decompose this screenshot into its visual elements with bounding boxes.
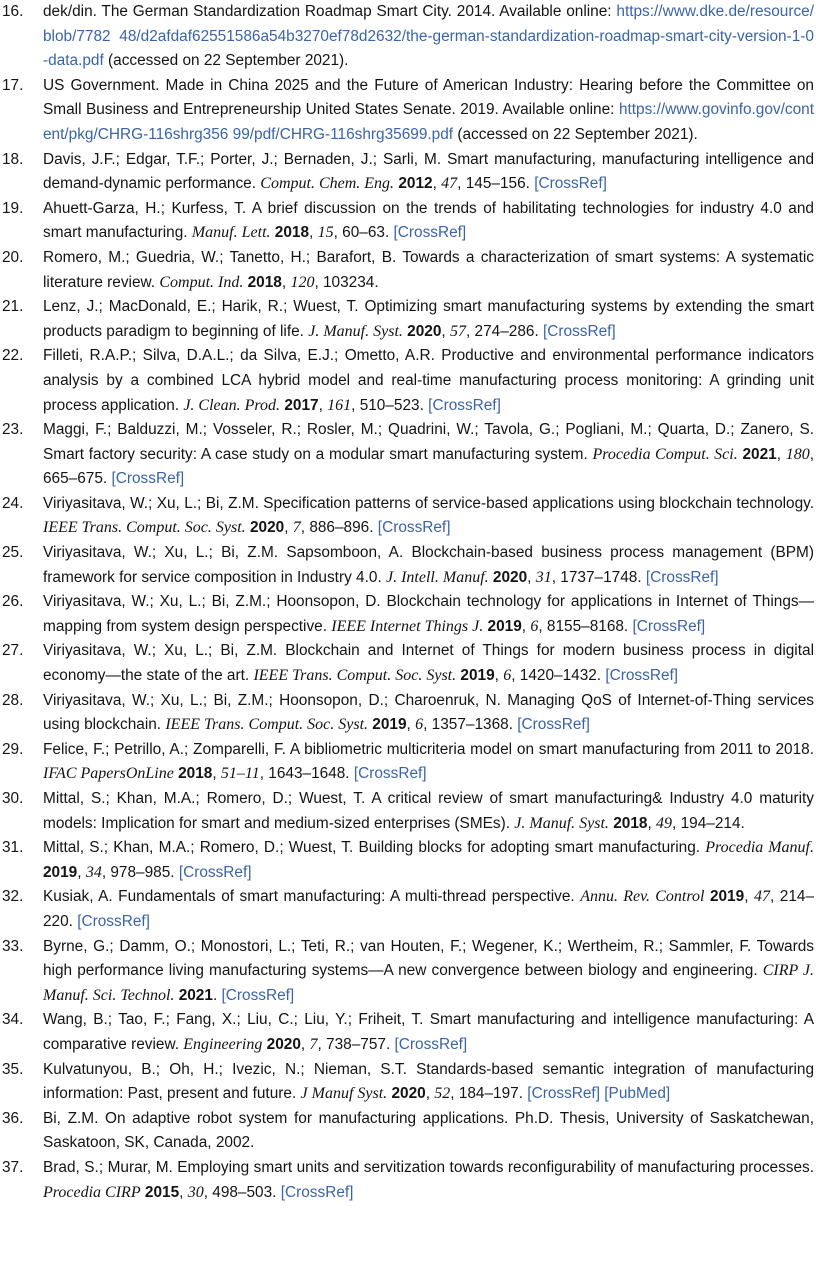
publication-year: 2019 [487,617,522,635]
reference-number: 33. [2,937,24,955]
journal-name: IEEE Trans. Comput. Soc. Syst. [165,716,369,734]
volume-number: 6 [415,716,424,734]
page-range: , 103234. [314,273,379,291]
publication-year: 2015 [144,1183,180,1201]
page-range: , 194–214. [672,814,745,832]
volume-number: 47 [441,175,458,193]
page-range: , 498–503. [203,1183,281,1201]
publication-year: 2019 [372,716,407,734]
page-range: , 510–523. [351,396,429,414]
journal-name: IEEE Trans. Comput. Soc. Syst. [43,519,246,537]
page-range: , 1420–1432. [511,667,606,685]
page-range: , 145–156. [457,175,535,193]
reference-item: 24. Viriyasitava, W.; Xu, L.; Bi, Z.M. Specification patterns of service-based applications using blockchain technology. IEEE Trans. Comput. Soc. Syst. 2020, 7, 886–896. [CrossRef] [0,492,816,541]
publication-year: 2019 [43,863,78,881]
crossref-link[interactable]: [CrossRef] [353,765,427,783]
page-range: . [212,986,222,1004]
crossref-link[interactable]: [CrossRef] [527,1085,600,1103]
reference-text: dek/din. The German Standardization Roadmap Smart City. 2014. Available online: [43,3,617,20]
reference-item: 25. Viriyasitava, W.; Xu, L.; Bi, Z.M. Sapsomboon, A. Blockchain-based business process management (BPM) framework for service composition in Industry 4.0. J. Intell. Manuf. 2020, 31, 1737–1748. [CrossRef] [0,541,816,590]
reference-text: Viriyasitava, W.; Xu, L.; Bi, Z.M.; Hoonsopon, D.; Charoenruk, N. Managing QoS of Internet-of-Thing services using blockchain. [43,691,814,734]
reference-number: 31. [2,839,24,857]
reference-item: 30. Mittal, S.; Khan, M.A.; Romero, D.; Wuest, T. A critical review of smart manufacturing& Industry 4.0 maturity models: Implication for smart and medium-sized enterprises (SMEs). J. Manuf. Syst. 2018, 49, 194–214. [0,787,816,836]
reference-item: 34. Wang, B.; Tao, F.; Fang, X.; Liu, C.; Liu, Y.; Friheit, T. Smart manufacturing and intelligence manufacturing: A comparative review. Engineering 2020, 7, 738–757. [CrossRef] [0,1008,816,1057]
reference-item: 22. Filleti, R.A.P.; Silva, D.A.L.; da Silva, E.J.; Ometto, A.R. Productive and environmental performance indicators analysis by a combined LCA hybrid model and real-time manufacturing process monitoring: A grinding unit process application. J. Clean. Prod. 2017, 161, 510–523. [CrossRef] [0,344,816,418]
journal-name: J. Manuf. Syst. [514,814,609,832]
journal-name: J Manuf Syst. [300,1085,388,1103]
crossref-link[interactable]: [CrossRef] [394,1035,468,1053]
reference-number: 34. [2,1011,24,1029]
publication-year: 2018 [613,814,648,832]
publication-year: 2020 [266,1035,301,1053]
journal-name: J. Manuf. Syst. [308,322,403,340]
crossref-link[interactable]: [CrossRef] [517,716,590,734]
page-range: , 214–220. [43,888,815,930]
reference-number: 21. [2,298,24,316]
reference-text: Bi, Z.M. On adaptive robot system for manufacturing applications. Ph.D. Thesis, University of Saskatchewan, Saskatoon, SK, Canada, 2002. [43,1109,814,1152]
page-range: , 184–197. [450,1085,528,1103]
reference-text: Davis, J.F.; Edgar, T.F.; Porter, J.; Bernaden, J.; Sarli, M. Smart manufacturing, manufacturing intelligence and demand-dynamic performance. [43,150,814,193]
page-range: , 738–757. [317,1035,395,1053]
journal-name: IEEE Trans. Comput. Soc. Syst. [253,667,457,685]
reference-number: 28. [2,691,24,709]
reference-item: 18. Davis, J.F.; Edgar, T.F.; Porter, J.; Bernaden, J.; Sarli, M. Smart manufacturing, manufacturing intelligence and demand-dynamic performance. Comput. Chem. Eng. 2012, 47, 145–156. [CrossRef] [0,148,816,197]
volume-number: 47 [753,888,770,906]
reference-number: 19. [2,199,24,217]
reference-url-link[interactable]: https://www.govinfo.gov/content/pkg/CHRG-116shrg356 99/pdf/CHRG-116shrg35699.pdf [43,101,814,143]
publication-year: 2018 [178,765,213,783]
journal-name: Engineering [183,1035,263,1053]
page-range: , 665–675. [43,445,814,488]
reference-text: Mittal, S.; Khan, M.A.; Romero, D.; Wuest, T. Building blocks for adopting smart manufacturing. [43,839,706,857]
volume-number: 161 [327,396,352,414]
reference-text: Kusiak, A. Fundamentals of smart manufacturing: A multi-thread perspective. [43,888,581,906]
volume-number: 34 [85,863,102,881]
volume-number: 51–11 [220,765,260,783]
journal-name: IFAC PapersOnLine [43,765,174,783]
reference-number: 29. [2,740,24,758]
reference-number: 35. [2,1060,24,1078]
crossref-link[interactable]: [CrossRef] [543,322,616,340]
volume-number: 15 [317,224,334,242]
reference-text: Ahuett-Garza, H.; Kurfess, T. A brief discussion on the trends of habilitating technologies for industry 4.0 and smart manufacturing. [43,199,814,242]
crossref-link[interactable]: [CrossRef] [393,224,467,242]
reference-text: Kulvatunyou, B.; Oh, H.; Ivezic, N.; Nieman, S.T. Standards-based semantic integration of manufacturing information: Past, present and future. [43,1060,814,1103]
reference-text: Lenz, J.; MacDonald, E.; Harik, R.; Wuest, T. Optimizing smart manufacturing systems by extending the smart products paradigm to beginning of life. [43,298,814,340]
reference-item: 28. Viriyasitava, W.; Xu, L.; Bi, Z.M.; Hoonsopon, D.; Charoenruk, N. Managing QoS of Internet-of-Thing services using blockchain. IEEE Trans. Comput. Soc. Syst. 2019, 6, 1357–1368. [CrossRef] [0,689,816,738]
crossref-link[interactable]: [CrossRef] [377,519,451,537]
reference-number: 32. [2,888,24,906]
page-range: , 60–63. [333,224,394,242]
reference-text: Wang, B.; Tao, F.; Fang, X.; Liu, C.; Liu, Y.; Friheit, T. Smart manufacturing and intelligence manufacturing: A comparative review. [43,1011,814,1053]
reference-accessed: (accessed on 22 September 2021). [103,52,349,70]
reference-item: 19. Ahuett-Garza, H.; Kurfess, T. A brief discussion on the trends of habilitating technologies for industry 4.0 and smart manufacturing. Manuf. Lett. 2018, 15, 60–63. [CrossRef] [0,197,816,246]
reference-number: 25. [2,544,24,562]
journal-name: J. Intell. Manuf. [386,568,489,586]
reference-text: Felice, F.; Petrillo, A.; Zomparelli, F. A bibliometric multicriteria model on smart manufacturing from 2011 to 2018. [43,740,814,758]
journal-name: Procedia CIRP [43,1183,141,1201]
reference-item: 21. Lenz, J.; MacDonald, E.; Harik, R.; Wuest, T. Optimizing smart manufacturing systems by extending the smart products paradigm to beginning of life. J. Manuf. Syst. 2020, 57, 274–286. [CrossRef] [0,295,816,344]
volume-number: 57 [449,322,466,340]
reference-item [0,1107,816,1156]
reference-number: 37. [2,1158,24,1176]
reference-text: Viriyasitava, W.; Xu, L.; Bi, Z.M.; Hoonsopon, D. Blockchain technology for applications in Internet of Things—mapping from system design perspective. [43,593,814,635]
volume-number: 30 [187,1183,204,1201]
crossref-link[interactable]: [CrossRef] [280,1183,354,1201]
reference-number: 26. [2,593,24,611]
page-range: , 1737–1748. [551,568,646,586]
page-range: , 1643–1648. [259,765,354,783]
pubmed-link[interactable]: [PubMed] [604,1085,671,1103]
reference-item: 23. Maggi, F.; Balduzzi, M.; Vosseler, R.; Rosler, M.; Quadrini, W.; Tavola, G.; Pogliani, M.; Quarta, D.; Zanero, S. Smart factory security: A case study on a modular smart manufacturing system. Procedia Comput. Sci. 2021, 180, 665–675. [CrossRef] [0,418,816,492]
volume-number: 7 [292,519,301,537]
reference-number: 22. [2,347,24,365]
crossref-link[interactable]: [CrossRef] [111,470,185,488]
crossref-link[interactable]: [CrossRef] [632,617,706,635]
volume-number: 52 [434,1085,451,1103]
reference-number: 23. [2,421,24,439]
reference-text: Viriyasitava, W.; Xu, L.; Bi, Z.M. Sapsomboon, A. Blockchain-based business process management (BPM) framework for service composition in Industry 4.0. [43,544,814,586]
reference-item: 35. Kulvatunyou, B.; Oh, H.; Ivezic, N.; Nieman, S.T. Standards-based semantic integration of manufacturing information: Past, present and future. J Manuf Syst. 2020, 52, 184–197. [CrossRef] [PubMed] [0,1058,816,1107]
publication-year: 2018 [274,224,310,242]
publication-year: 2020 [249,519,285,537]
reference-url-link[interactable]: https://www.dke.de/resource/blob/7782 48/d2afdaf62551586a54b3270ef78d2632/the-german-standardization-roadmap-smart-city-version-1-0-data.pdf [43,3,814,70]
publication-year: 2021 [178,986,213,1004]
crossref-link[interactable]: [CrossRef] [605,667,679,685]
reference-text: US Government. Made in China 2025 and the Future of American Industry: Hearing before the Committee on Small Business and Entrepreneurship United States Senate. 2019. Available online: [43,76,814,119]
reference-text: Mittal, S.; Khan, M.A.; Romero, D.; Wuest, T. A critical review of smart manufacturing& Industry 4.0 maturity models: Implication for smart and medium-sized enterprises (SMEs). [43,790,814,832]
reference-item: 32. Kusiak, A. Fundamentals of smart manufacturing: A multi-thread perspective. Annu. Rev. Control 2019, 47, 214–220. [CrossRef] [0,885,816,934]
volume-number: 31 [535,568,552,586]
reference-text: Maggi, F.; Balduzzi, M.; Vosseler, R.; Rosler, M.; Quadrini, W.; Tavola, G.; Pogliani, M.; Quarta, D.; Zanero, S. Smart factory security: A case study on a modular smart manufacturing system. [43,421,814,463]
reference-item: 26. Viriyasitava, W.; Xu, L.; Bi, Z.M.; Hoonsopon, D. Blockchain technology for applications in Internet of Things—mapping from system design perspective. IEEE Internet Things J. 2019, 6, 8155–8168. [CrossRef] [0,590,816,639]
publication-year: 2018 [247,273,282,291]
reference-item [0,74,816,148]
volume-number: 49 [656,814,673,832]
journal-name: Comput. Ind. [159,273,244,291]
journal-name: CIRP J. Manuf. Sci. Technol. [43,962,814,1004]
reference-number: 18. [2,150,24,168]
reference-item: 29. Felice, F.; Petrillo, A.; Zomparelli, F. A bibliometric multicriteria model on smart manufacturing from 2011 to 2018. IFAC PapersOnLine 2018, 51–11, 1643–1648. [CrossRef] [0,738,816,787]
page-range: , 274–286. [465,322,544,340]
reference-number: 24. [2,494,24,512]
publication-year: 2020 [391,1085,426,1103]
reference-text: Byrne, G.; Damm, O.; Monostori, L.; Teti, R.; van Houten, F.; Wegener, K.; Wertheim, R.; Sammler, F. Towards high performance living manufacturing systems—A new convergence between biology and engineering. [43,937,814,980]
reference-item: 37. Brad, S.; Murar, M. Employing smart units and servitization towards reconfigurability of manufacturing processes. Procedia CIRP 2015, 30, 498–503. [CrossRef] [0,1156,816,1205]
crossref-link[interactable]: [CrossRef] [77,912,150,930]
crossref-link[interactable]: [CrossRef] [428,396,501,414]
reference-item [0,935,816,1009]
crossref-link[interactable]: [CrossRef] [178,863,252,881]
reference-text: Viriyasitava, W.; Xu, L.; Bi, Z.M. Blockchain and Internet of Things for modern business process in digital economy—the state of the art. [43,642,814,685]
reference-text: Brad, S.; Murar, M. Employing smart units and servitization towards reconfigurability of manufacturing processes. [43,1158,814,1176]
crossref-link[interactable]: [CrossRef] [645,568,719,586]
journal-name: J. Clean. Prod. [183,396,281,414]
reference-accessed: (accessed on 22 September 2021). [453,125,698,143]
journal-name: Procedia Comput. Sci. [592,445,738,463]
publication-year: 2019 [460,667,495,685]
journal-name: IEEE Internet Things J. [331,617,484,635]
reference-text: Viriyasitava, W.; Xu, L.; Bi, Z.M. Specification patterns of service-based applications using blockchain technology. [43,494,814,512]
reference-number: 36. [2,1109,24,1127]
volume-number: 6 [503,667,512,685]
journal-name: Comput. Chem. Eng. [260,175,395,193]
reference-text: Filleti, R.A.P.; Silva, D.A.L.; da Silva, E.J.; Ometto, A.R. Productive and environmental performance indicators analysis by a combined LCA hybrid model and real-time manufacturing process monitoring: A grinding unit process application. [43,347,814,414]
publication-year: 2021 [742,445,777,463]
reference-item: 31. Mittal, S.; Khan, M.A.; Romero, D.; Wuest, T. Building blocks for adopting smart manufacturing. Procedia Manuf. 2019, 34, 978–985. [CrossRef] [0,836,816,885]
publication-year: 2020 [407,322,442,340]
reference-item: 20. Romero, M.; Guedria, W.; Tanetto, H.; Barafort, B. Towards a characterization of smart systems: A systematic literature review. Comput. Ind. 2018, 120, 103234. [0,246,816,295]
reference-number: 27. [2,642,24,660]
page-range: , 978–985. [101,863,179,881]
volume-number: 120 [290,273,315,291]
journal-name: Manuf. Lett. [191,224,271,242]
publication-year: 2020 [492,568,528,586]
volume-number: 6 [530,617,539,635]
reference-number: 20. [2,248,24,266]
journal-name: Annu. Rev. Control [580,888,705,906]
crossref-link[interactable]: [CrossRef] [221,986,295,1004]
journal-name: Procedia Manuf. [705,839,814,857]
publication-year: 2012 [398,175,433,193]
page-range: , 8155–8168. [538,617,633,635]
reference-item [0,0,816,74]
volume-number: 7 [309,1035,318,1053]
crossref-link[interactable]: [CrossRef] [534,175,607,193]
reference-number: 30. [2,790,24,807]
publication-year: 2017 [284,396,319,414]
publication-year: 2019 [709,888,745,906]
page-range: , 1357–1368. [423,716,518,734]
volume-number: 180 [785,445,810,463]
page-range: , 886–896. [300,519,378,537]
reference-item: 27. Viriyasitava, W.; Xu, L.; Bi, Z.M. Blockchain and Internet of Things for modern business process in digital economy—the state of the art. IEEE Trans. Comput. Soc. Syst. 2019, 6, 1420–1432. [CrossRef] [0,639,816,688]
reference-number: 16. [2,3,24,20]
reference-number: 17. [2,76,24,94]
reference-text: Romero, M.; Guedria, W.; Tanetto, H.; Barafort, B. Towards a characterization of smart systems: A systematic literature review. [43,248,814,291]
